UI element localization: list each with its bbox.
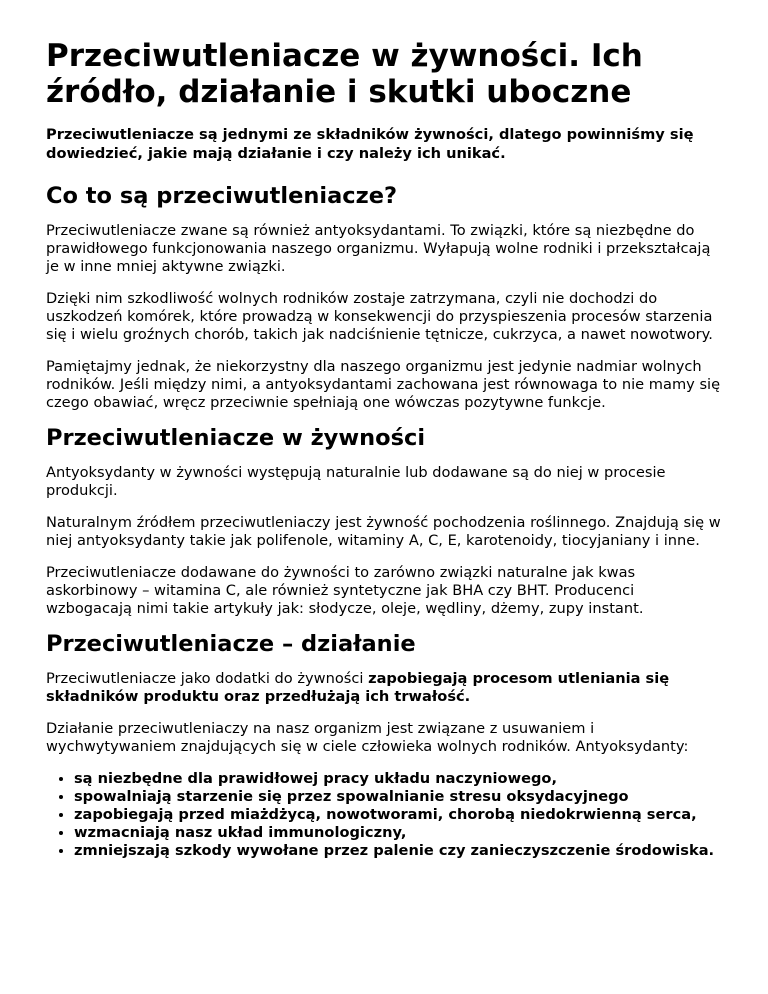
list-item: • spowalniają starzenie się przez spowalnianie stresu oksydacyjnego [74, 788, 723, 806]
section-what-are-antioxidants [46, 182, 723, 412]
list-item: • zapobiegają przed miażdżycą, nowotworami, chorobą niedokrwienną serca, [74, 806, 723, 824]
paragraph: Antyoksydanty w żywności występują naturalnie lub dodawane są do niej w procesie produkcji. [46, 464, 666, 499]
list-item: • są niezbędne dla prawidłowej pracy układu naczyniowego, [74, 770, 723, 788]
section-heading: Co to są przeciwutleniacze? [46, 183, 398, 209]
paragraph: Dzięki nim szkodliwość wolnych rodników zostaje zatrzymana, czyli nie dochodzi do uszkodzeń komórek, które prowadzą w konsekwencji do przyspieszenia procesów starzenia się i wielu groźnych chorób, takich jak nadciśnienie tętnicze, cukrzyca, a nawet nowotwory. [46, 290, 713, 343]
list-item: • wzmacniają nasz układ immunologiczny, [74, 824, 723, 842]
section-heading: Przeciwutleniacze w żywności [46, 425, 426, 451]
paragraph: Przeciwutleniacze dodawane do żywności to zarówno związki naturalne jak kwas askorbinowy – witamina C, ale również syntetyczne jak BHA czy BHT. Producenci wzbogacają nimi takie artykuły jak: słodycze, oleje, wędliny, dżemy, zupy instant. [46, 564, 644, 617]
section-antioxidants-in-food [46, 424, 723, 618]
lead-paragraph: Przeciwutleniacze są jednymi ze składników żywności, dlatego powinniśmy się dowiedzieć, jakie mają działanie i czy należy ich unikać. [46, 126, 694, 162]
paragraph-mixed [46, 670, 723, 706]
section-antioxidants-action [46, 630, 723, 860]
text-bold: zapobiegają procesom utleniania się składników produktu oraz przedłużają ich trwałość. [46, 670, 670, 705]
paragraph: Naturalnym źródłem przeciwutleniaczy jest żywność pochodzenia roślinnego. Znajdują się w niej antyoksydanty takie jak polifenole, witaminy A, C, E, karotenoidy, tiocyjaniany i inne. [46, 514, 721, 549]
paragraph: Pamiętajmy jednak, że niekorzystny dla naszego organizmu jest jedynie nadmiar wolnych rodników. Jeśli między nimi, a antyoksydantami zachowana jest równowaga to nie mamy się czego obawiać, wręcz przeciwnie spełniają one wówczas pozytywne funkcje. [46, 358, 721, 411]
paragraph: Działanie przeciwutleniaczy na nasz organizm jest związane z usuwaniem i wychwytywaniem znajdujących się w ciele człowieka wolnych rodników. Antyoksydanty: [46, 720, 689, 755]
section-heading: Przeciwutleniacze – działanie [46, 631, 416, 657]
effects-list [46, 770, 723, 860]
page-title: Przeciwutleniacze w żywności. Ich źródło, działanie i skutki uboczne [46, 38, 643, 110]
paragraph: Przeciwutleniacze zwane są również antyoksydantami. To związki, które są niezbędne do prawidłowego funkcjonowania naszego organizmu. Wyłapują wolne rodniki i przekształcają je w inne mniej aktywne związki. [46, 222, 711, 275]
text-regular: Przeciwutleniacze jako dodatki do żywności [46, 670, 369, 687]
list-item: • zmniejszają szkody wywołane przez palenie czy zanieczyszczenie środowiska. [74, 842, 723, 860]
